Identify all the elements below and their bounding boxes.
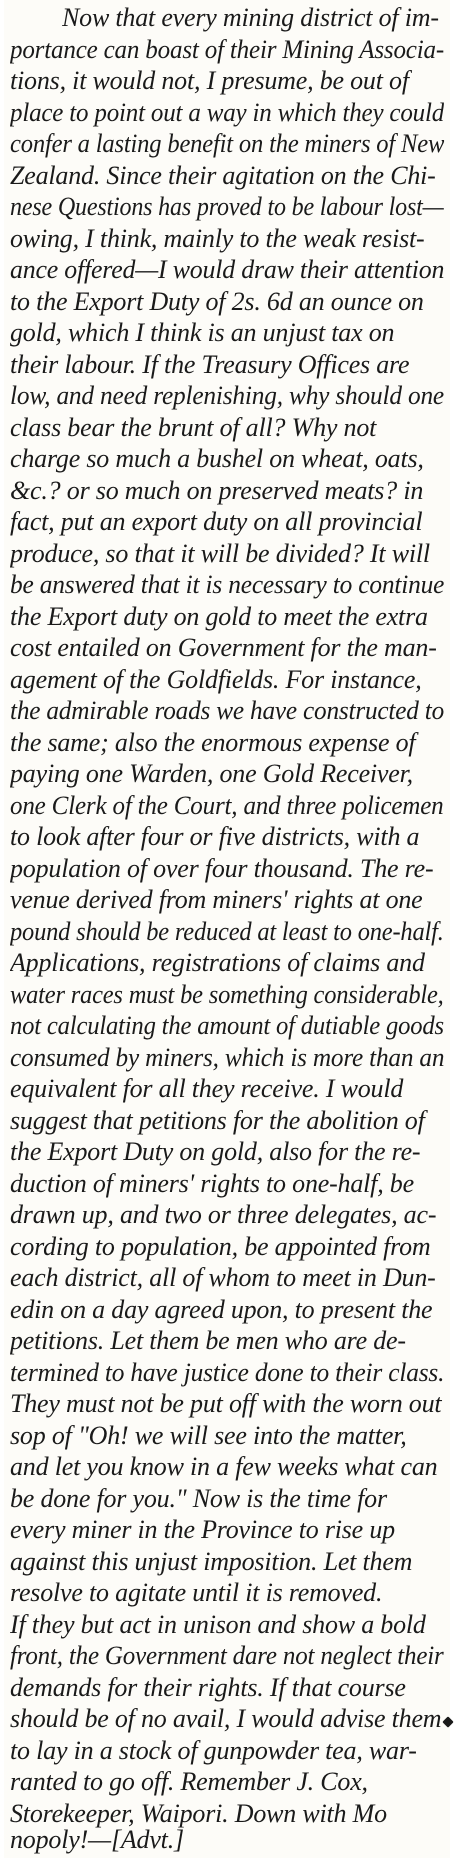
text-line: Applications, registrations of claims and [10,948,425,977]
text-line: to lay in a stock of gunpowder tea, war- [10,1735,417,1765]
text-line: not calculating the amount of dutiable goods [10,1011,444,1040]
text-line: to look after four or five districts, with a [10,822,420,851]
text-line: suggest that petitions for the abolition of [10,1105,425,1135]
text-line: tions, it would not, I presume, be out of [10,66,409,95]
text-line: produce, so that it will be divided? It will [10,538,430,568]
text-line: If they but act in unison and show a bold [10,1609,426,1639]
text-line: confer a lasting benefit on the miners of New [10,129,445,158]
text-line: petitions. Let them be men who are de- [10,1326,406,1355]
text-line: resolve to agitate until it is removed. [10,1578,383,1607]
text-line: duction of miners' rights to one-half, be [10,1168,414,1198]
text-line: owing, I think, mainly to the weak resist- [10,223,425,253]
text-line: drawn up, and two or three delegates, ac- [10,1200,437,1229]
text-line: the Export Duty on gold, also for the re- [10,1137,421,1166]
text-line: should be of no avail, I would advise them [10,1704,442,1733]
text-line: cording to population, be appointed from [10,1231,431,1261]
text-line: against this unjust imposition. Let them [10,1546,413,1576]
text-line: every miner in the Province to rise up [10,1515,395,1544]
text-line: one Clerk of the Court, and three policemen [10,790,444,820]
text-line: edin on a day agreed upon, to present the [10,1294,433,1324]
text-line: agement of the Goldfields. For instance, [10,664,422,694]
text-line: class bear the brunt of all? Why not [10,412,377,442]
text-line: equivalent for all they receive. I would [10,1074,404,1103]
text-line: the same; also the enormous expense of [10,727,416,757]
text-line: water races must be something considerable, [10,979,444,1009]
text-line: Zealand. Since their agitation on the Chi- [10,160,436,190]
text-line: low, and need replenishing, why should one [10,381,444,410]
text-line: population of over four thousand. The re- [10,853,434,883]
text-line: cost entailed on Government for the man- [10,633,437,662]
text-line: They must not be put off with the worn out [10,1389,442,1418]
text-line: sop of "Oh! we will see into the matter, [10,1420,407,1450]
text-line: venue derived from miners' rights at one [10,885,423,914]
text-line: be done for you." Now is the time for [10,1483,387,1513]
text-line: ance offered—I would draw their attention [10,255,444,284]
ink-mark [442,1716,453,1727]
text-line: nopoly!—[Advt.] [10,1825,184,1854]
text-line: ranted to go off. Remember J. Cox, [10,1767,368,1796]
text-line: front, the Government dare not neglect their [10,1641,444,1670]
text-line: and let you know in a few weeks what can [10,1452,438,1481]
text-line: the admirable roads we have constructed to [10,696,445,725]
text-line: the Export duty on gold to meet the extra [10,601,428,631]
newspaper-column [4,0,450,1858]
text-line: fact, put an export duty on all provincial [10,507,423,536]
text-line: demands for their rights. If that course [10,1672,406,1702]
text-line: be answered that it is necessary to continue [10,570,444,599]
text-line: Now that every mining district of im- [62,3,439,32]
text-line: pound should be reduced at least to one-half. [10,916,444,946]
text-line: their labour. If the Treasury Offices are [10,349,410,379]
text-line: each district, all of whom to meet in Dun- [10,1263,436,1292]
text-line: to the Export Duty of 2s. 6d an ounce on [10,286,424,316]
text-line: consumed by miners, which is more than an [10,1042,445,1072]
text-line: nese Questions has proved to be labour lost— [10,192,444,221]
text-line: paying one Warden, one Gold Receiver, [10,759,413,788]
text-line: termined to have justice done to their class. [10,1357,444,1387]
text-line: charge so much a bushel on wheat, oats, [10,444,424,473]
text-line: place to point out a way in which they could [10,97,444,127]
text-line: &c.? or so much on preserved meats? in [10,475,424,505]
text-line: Storekeeper, Waipori. Down with Mo [10,1798,387,1828]
text-line: portance can boast of their Mining Associa- [10,34,444,64]
text-line: gold, which I think is an unjust tax on [10,318,395,347]
